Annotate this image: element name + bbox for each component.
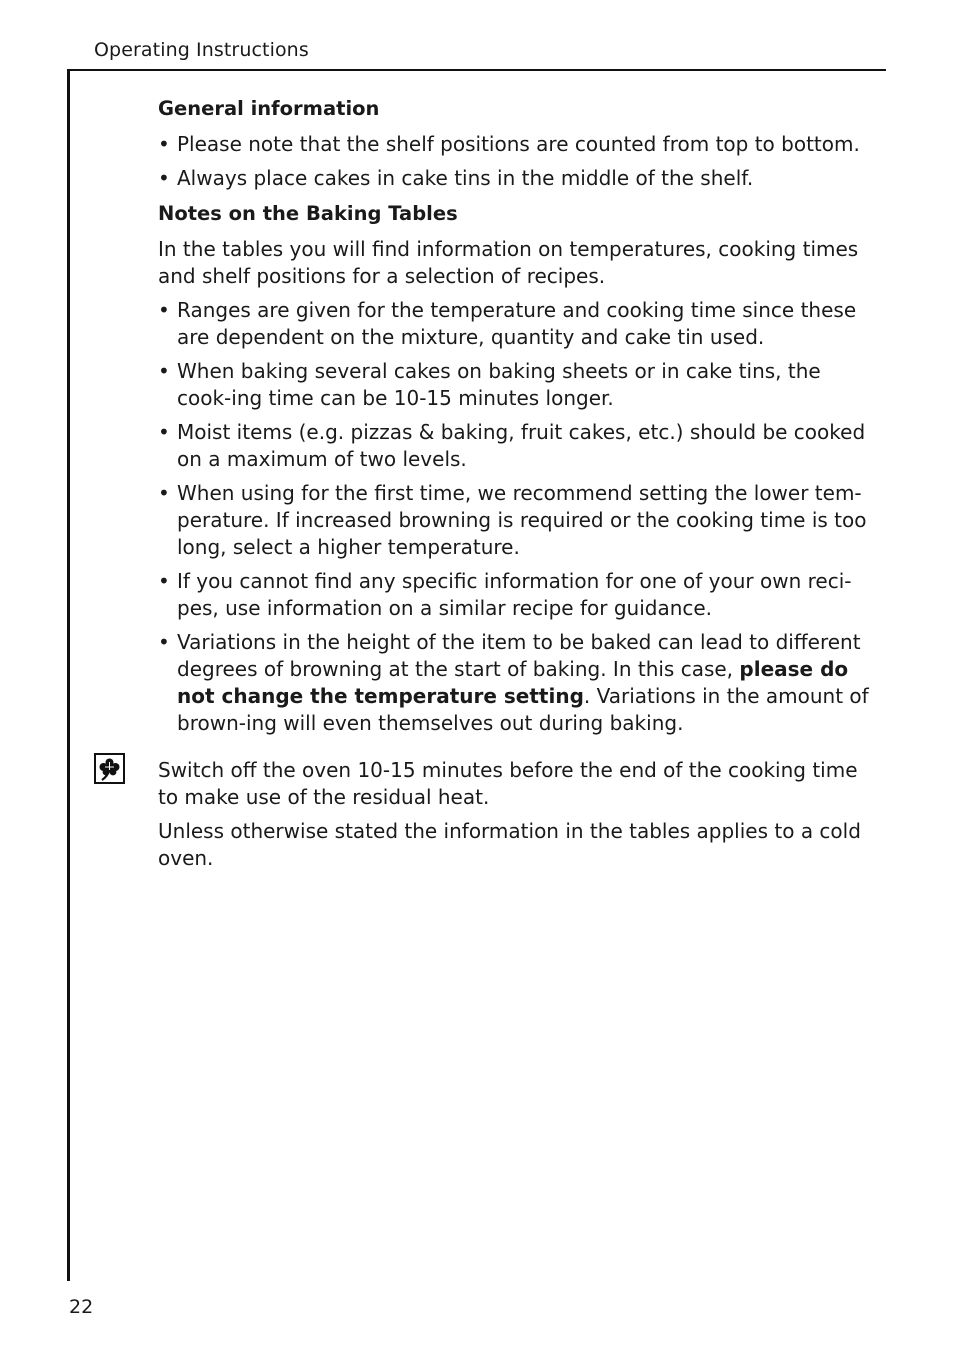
list-item bbox=[158, 629, 870, 737]
list-item: • Please note that the shelf positions are counted from top to bottom. bbox=[158, 131, 870, 158]
page-content bbox=[158, 95, 870, 879]
energy-tip bbox=[158, 757, 870, 872]
list-item: • When using for the first time, we recommend setting the lower tem-perature. If increased browning is required or the cooking time is too long, select a higher temperature. bbox=[158, 480, 870, 561]
general-information-section bbox=[158, 95, 870, 192]
tip-text: Switch off the oven 10-15 minutes before the end of the cooking time to make use of the residual heat. bbox=[158, 758, 858, 809]
list-item: • Ranges are given for the temperature and cooking time since these are dependent on the mixture, quantity and cake tin used. bbox=[158, 297, 870, 351]
variation-emphasis: please do not change the temperature setting bbox=[177, 657, 849, 708]
header-rule bbox=[68, 69, 886, 71]
general-information-list bbox=[158, 131, 870, 192]
baking-tables-intro: In the tables you will find information on temperatures, cooking times and shelf positions for a selection of recipes. bbox=[158, 237, 859, 288]
page-number: 22 bbox=[69, 1296, 94, 1318]
baking-tables-list bbox=[158, 297, 870, 737]
baking-tables-heading: Notes on the Baking Tables bbox=[158, 202, 458, 225]
list-item: • Moist items (e.g. pizzas & baking, fruit cakes, etc.) should be cooked on a maximum of two levels. bbox=[158, 419, 870, 473]
margin-rule bbox=[67, 69, 70, 1281]
list-item: • If you cannot find any specific information for one of your own reci-pes, use information on a similar recipe for guidance. bbox=[158, 568, 870, 622]
energy-saving-clover-icon bbox=[94, 753, 125, 784]
variation-text-end: . Variations in the amount of brown-ing will even themselves out during baking. bbox=[177, 684, 869, 735]
baking-tables-notes-section bbox=[158, 200, 870, 737]
variation-text-start: Variations in the height of the item to be baked can lead to different degrees of browning at the start of baking. In this case, bbox=[177, 630, 861, 681]
list-item: • When baking several cakes on baking sheets or in cake tins, the cook-ing time can be 10-15 minutes longer. bbox=[158, 358, 870, 412]
tip-note: Unless otherwise stated the information in the tables applies to a cold oven. bbox=[158, 819, 861, 870]
general-information-heading: General information bbox=[158, 97, 380, 120]
list-item: • Always place cakes in cake tins in the middle of the shelf. bbox=[158, 165, 870, 192]
running-header: Operating Instructions bbox=[94, 39, 309, 61]
